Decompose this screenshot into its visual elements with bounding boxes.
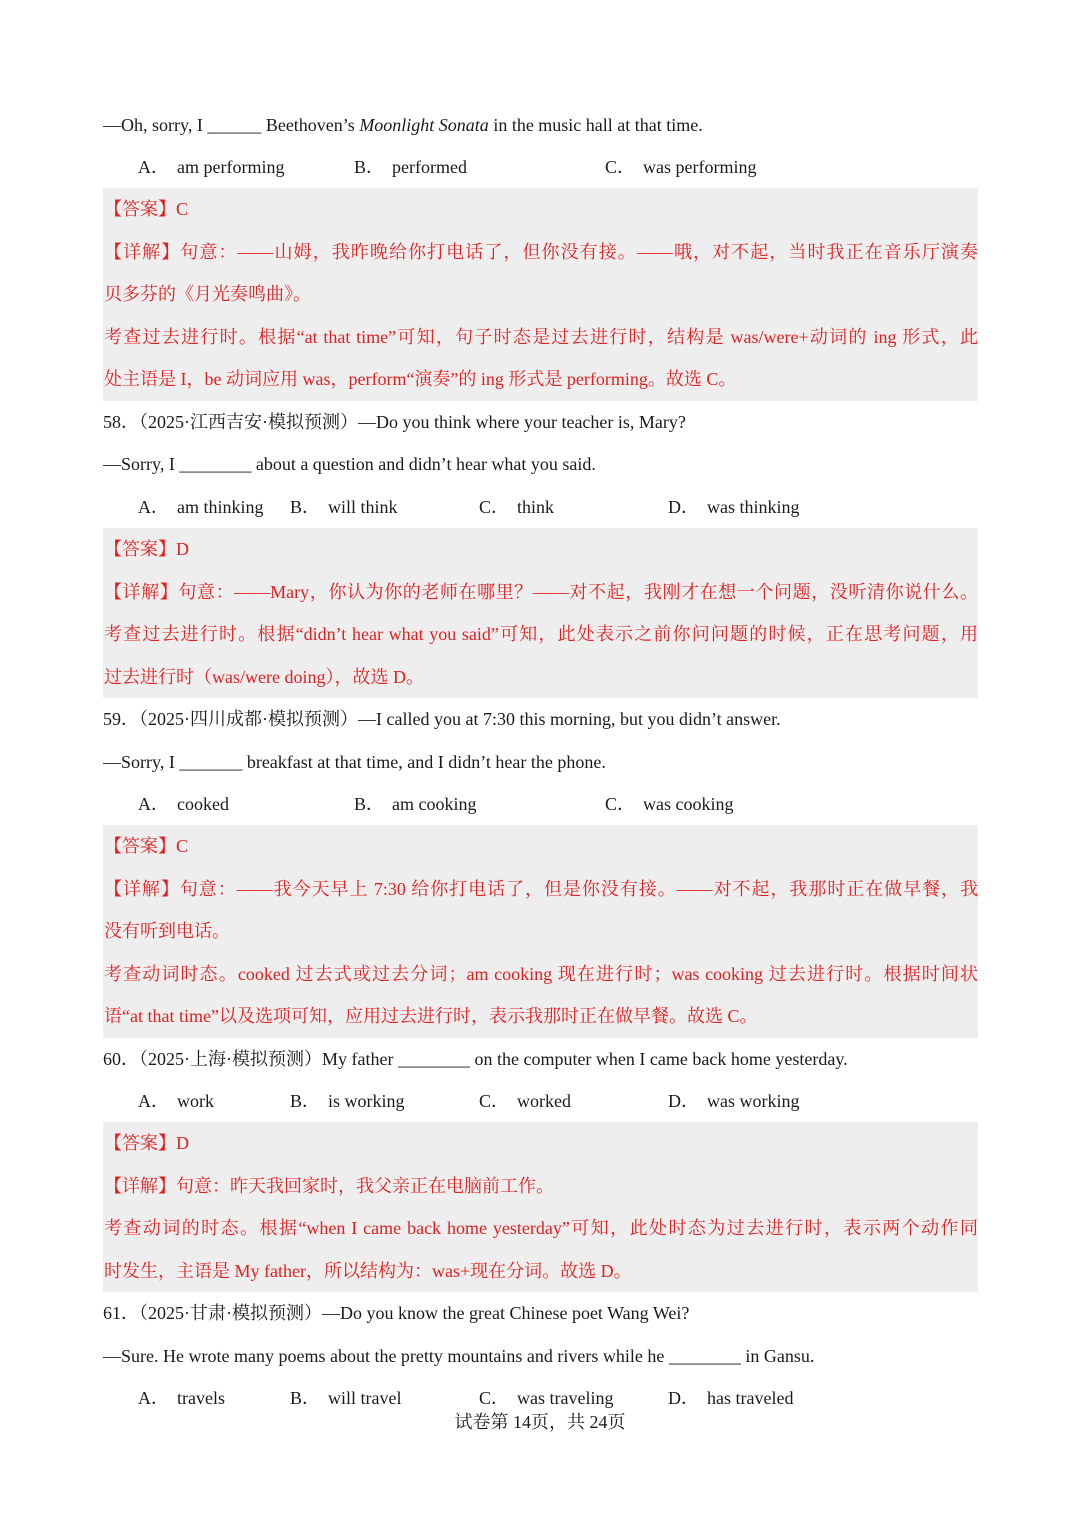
q61-option-c: C． was traveling [479, 1388, 614, 1408]
q60-detail-2: 考查动词的时态。根据“when I came back home yesterday”可知，此处时态为过去进行时，表示两个动作同 [104, 1218, 978, 1238]
q58-option-b: B． will think [290, 497, 398, 517]
q57-detail-1: 【详解】句意：——山姆，我昨晚给你打电话了，但你没有接。——哦，对不起，当时我正在音乐厅演奏 [104, 241, 978, 262]
q59-option-c: C． was cooking [605, 794, 734, 814]
q58-detail-3: 过去进行时（was/were doing），故选 D。 [104, 666, 424, 687]
q59-answer-box [103, 825, 978, 1038]
q59-detail-3: 考查动词时态。cooked 过去式或过去分词；am cooking 现在进行时；was cooking 过去进行时。根据时间状 [104, 963, 978, 984]
q57-option-b: B． performed [354, 157, 467, 177]
q58-detail-2: 考查过去进行时。根据“didn’t hear what you said”可知，此处表示之前你问问题的时候，正在思考问题，用 [104, 624, 978, 644]
q58-answer: 【答案】D [104, 539, 189, 559]
q60-option-c: C． worked [479, 1091, 571, 1111]
q58-option-c: C． think [479, 497, 555, 517]
q60-option-b: B． is working [290, 1091, 405, 1111]
q59-dialogue-line: —Sorry, I _______ breakfast at that time, and I didn’t hear the phone. [103, 752, 606, 772]
q60-option-a: A． work [138, 1091, 214, 1111]
q61-option-d: D． has traveled [668, 1388, 794, 1408]
q61-stem: 61．（2025·甘肃·模拟预测）—Do you know the great Chinese poet Wang Wei? [103, 1303, 690, 1323]
q57-option-a: A． am performing [138, 157, 285, 177]
q58-option-a: A． am thinking [138, 497, 264, 517]
q59-option-a: A． cooked [138, 794, 229, 814]
q57-answer: 【答案】C [104, 199, 189, 219]
q57-detail-2: 贝多芬的《月光奏鸣曲》。 [104, 284, 311, 304]
q60-options [138, 1080, 977, 1122]
q59-detail-4: 语“at that time”以及选项可知，应用过去进行时，表示我那时正在做早餐。故选 C。 [104, 1006, 758, 1026]
q60-stem: 60．（2025·上海·模拟预测）My father ________ on the computer when I came back home yesterday. [103, 1049, 848, 1069]
q59-option-b: B． am cooking [354, 794, 477, 814]
q58-stem: 58．（2025·江西吉安·模拟预测）—Do you think where your teacher is, Mary? [103, 412, 686, 432]
q57-answer-box [103, 188, 978, 401]
q57-dialogue-line [103, 104, 977, 146]
q61-option-a: A． travels [138, 1388, 225, 1408]
q58-options [138, 486, 977, 528]
q59-detail-2: 没有听到电话。 [104, 921, 230, 941]
q60-option-d: D． was working [668, 1091, 800, 1111]
q60-answer-box [103, 1122, 978, 1292]
page-footer: 试卷第 14页，共 24页 [454, 1412, 626, 1432]
q60-detail-1: 【详解】句意：昨天我回家时，我父亲正在电脑前工作。 [104, 1175, 554, 1196]
q60-detail-3: 时发生，主语是 My father，所以结构为：was+现在分词。故选 D。 [104, 1260, 632, 1281]
q58-answer-box [103, 528, 978, 698]
q58-option-d: D． was thinking [668, 497, 800, 517]
q57-italic-title: Moonlight Sonata [359, 115, 489, 135]
q59-answer: 【答案】C [104, 836, 189, 856]
q57-option-c: C． was performing [605, 157, 757, 177]
q57-detail-4: 处主语是 I，be 动词应用 was，perform“演奏”的 ing 形式是 performing。故选 C。 [104, 369, 737, 389]
q57-line-start: —Oh, sorry, I ______ Beethoven’s [103, 115, 360, 135]
q58-dialogue-line: —Sorry, I ________ about a question and didn’t hear what you said. [103, 454, 596, 474]
q59-options [138, 783, 977, 825]
q61-option-b: B． will travel [290, 1388, 402, 1408]
q61-dialogue-line: —Sure. He wrote many poems about the pretty mountains and rivers while he ________ in Gansu. [103, 1346, 815, 1366]
q57-line-end: in the music hall at that time. [488, 115, 703, 135]
q59-stem: 59．（2025·四川成都·模拟预测）—I called you at 7:30 this morning, but you didn’t answer. [103, 709, 781, 729]
q57-options [138, 146, 977, 188]
q60-answer: 【答案】D [104, 1133, 189, 1153]
q57-detail-3: 考查过去进行时。根据“at that time”可知，句子时态是过去进行时，结构是 was/were+动词的 ing 形式，此 [104, 326, 978, 347]
q59-detail-1: 【详解】句意：——我今天早上 7:30 给你打电话了，但是你没有接。——对不起，我那时正在做早餐，我 [104, 878, 978, 899]
q58-detail-1: 【详解】句意：——Mary，你认为你的老师在哪里？——对不起，我刚才在想一个问题，没听清你说什么。 [104, 581, 978, 602]
